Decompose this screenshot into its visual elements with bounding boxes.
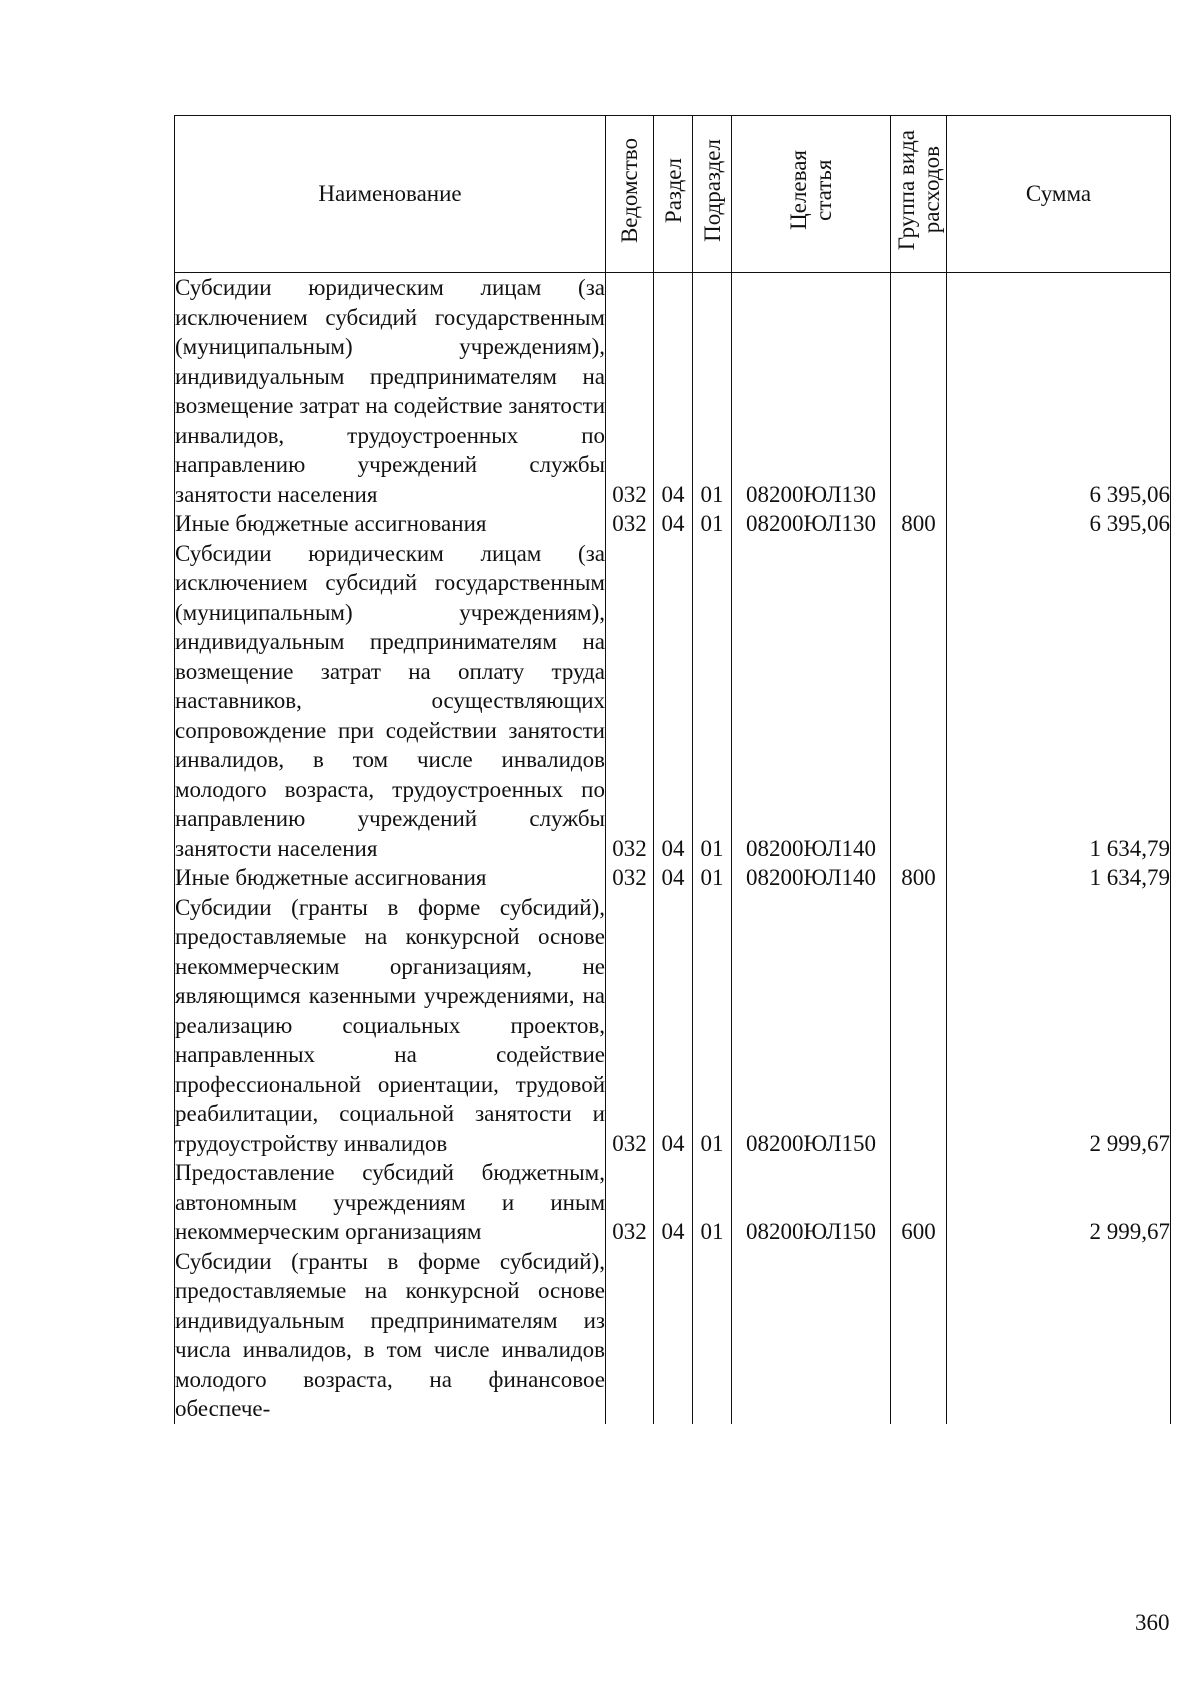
row-department: 032	[606, 863, 654, 893]
header-sum: Сумма	[947, 116, 1171, 273]
row-department: 032	[606, 1158, 654, 1247]
row-section: 04	[654, 893, 693, 1159]
table-row	[175, 1158, 1171, 1247]
row-target-item: 08200ЮЛ130	[732, 509, 891, 539]
row-department: 032	[606, 539, 654, 864]
row-name: Предоставление субсидий бюджетным, автономным учреждениям и иным некоммерческим организациям	[175, 1158, 606, 1247]
row-subsection: 01	[693, 893, 732, 1159]
row-department: 032	[606, 509, 654, 539]
row-subsection: 01	[693, 863, 732, 893]
row-expense-group	[891, 1247, 947, 1424]
header-section: Раздел	[654, 116, 693, 273]
row-expense-group	[891, 539, 947, 864]
row-subsection: 01	[693, 1158, 732, 1247]
row-expense-group: 600	[891, 1158, 947, 1247]
table-row	[175, 509, 1171, 539]
row-section: 04	[654, 273, 693, 510]
header-target-item: Целевая статья	[732, 116, 891, 273]
budget-table-sheet	[174, 115, 1170, 1572]
row-subsection	[693, 1247, 732, 1424]
row-name: Субсидии юридическим лицам (за исключением субсидий государственным (муниципальным) учреждениям), индивидуальным предпринимателям на возмещение затрат на оплату труда наставников, осуществляющих сопровождение при содействии занятости инвалидов, в том числе инвалидов молодого возраста, трудоустроенных по направлению учреждений службы занятости населения	[175, 539, 606, 864]
row-sum: 6 395,06	[947, 509, 1171, 539]
page-number: 360	[1135, 1610, 1170, 1635]
row-subsection: 01	[693, 273, 732, 510]
row-section: 04	[654, 863, 693, 893]
table-row	[175, 1247, 1171, 1424]
row-target-item: 08200ЮЛ130	[732, 273, 891, 510]
header-department: Ведомство	[606, 116, 654, 273]
row-target-item: 08200ЮЛ140	[732, 863, 891, 893]
header-subsection: Подраздел	[693, 116, 732, 273]
row-section: 04	[654, 539, 693, 864]
row-name: Иные бюджетные ассигнования	[175, 863, 606, 893]
row-name: Иные бюджетные ассигнования	[175, 509, 606, 539]
row-name: Субсидии (гранты в форме субсидий), предоставляемые на конкурсной основе индивидуальным предпринимателям из числа инвалидов, в том числе инвалидов молодого возраста, на финансовое обеспече-	[175, 1247, 606, 1424]
row-name: Субсидии юридическим лицам (за исключением субсидий государственным (муниципальным) учреждениям), индивидуальным предпринимателям на возмещение затрат на содействие занятости инвалидов, трудоустроенных по направлению учреждений службы занятости населения	[175, 273, 606, 510]
row-sum: 2 999,67	[947, 1158, 1171, 1247]
header-name: Наименование	[175, 116, 606, 273]
row-department: 032	[606, 273, 654, 510]
row-target-item: 08200ЮЛ150	[732, 1158, 891, 1247]
row-sum: 1 634,79	[947, 539, 1171, 864]
table-row	[175, 863, 1171, 893]
row-expense-group	[891, 893, 947, 1159]
table-row	[175, 539, 1171, 864]
row-target-item	[732, 1247, 891, 1424]
row-sum	[947, 1247, 1171, 1424]
row-subsection: 01	[693, 509, 732, 539]
row-expense-group	[891, 273, 947, 510]
header-expense-group: Группа вида расходов	[891, 116, 947, 273]
table-header-row	[175, 116, 1171, 273]
row-section: 04	[654, 509, 693, 539]
row-sum: 2 999,67	[947, 893, 1171, 1159]
row-target-item: 08200ЮЛ150	[732, 893, 891, 1159]
table-row	[175, 273, 1171, 510]
row-section: 04	[654, 1158, 693, 1247]
budget-table	[174, 115, 1171, 1424]
row-expense-group: 800	[891, 509, 947, 539]
row-department	[606, 1247, 654, 1424]
row-sum: 6 395,06	[947, 273, 1171, 510]
row-name: Субсидии (гранты в форме субсидий), предоставляемые на конкурсной основе некоммерческим организациям, не являющимся казенными учреждениями, на реализацию социальных проектов, направленных на содействие профессиональной ориентации, трудовой реабилитации, социальной занятости и трудоустройству инвалидов	[175, 893, 606, 1159]
row-section	[654, 1247, 693, 1424]
row-subsection: 01	[693, 539, 732, 864]
table-row	[175, 893, 1171, 1159]
row-expense-group: 800	[891, 863, 947, 893]
row-department: 032	[606, 893, 654, 1159]
row-target-item: 08200ЮЛ140	[732, 539, 891, 864]
row-sum: 1 634,79	[947, 863, 1171, 893]
